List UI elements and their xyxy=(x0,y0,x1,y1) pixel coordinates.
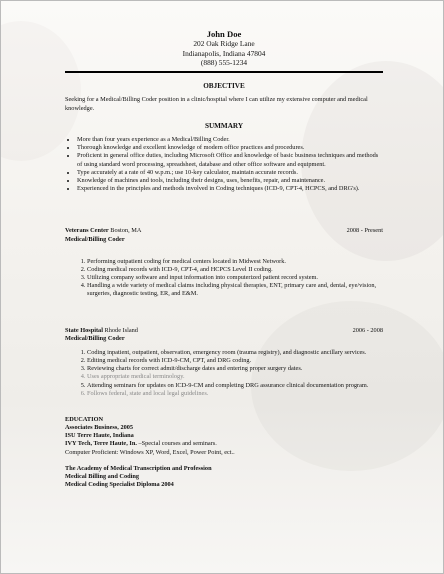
duty-item: 3. Utilizing company software and input information into computerized patient record system. xyxy=(87,274,383,282)
computer-skills: Computer Proficient: Windows XP, Word, Excel, Power Point, ect.. xyxy=(65,448,235,456)
objective-heading: OBJECTIVE xyxy=(203,82,245,91)
job-role: Medical/Billing Coder xyxy=(65,235,125,243)
education-heading: EDUCATION xyxy=(65,415,104,423)
duty-item: 4. Uses appropriate medical terminology. xyxy=(87,373,383,381)
education-school: ISU Terre Haute, Indiana xyxy=(65,432,134,440)
contact-header xyxy=(65,29,383,67)
summary-item: • Experienced in the principles and methods involved in Coding techniques (ICD-9, CPT-4, HCPCS, and DRG's). xyxy=(77,185,383,193)
resume-content xyxy=(65,29,383,489)
summary-item: • Knowledge of machines and tools, including their designs, uses, benefits, repair, and maintenance. xyxy=(77,177,383,185)
duty-item: 3. Reviewing charts for correct admit/discharge dates and entering proper surgery dates. xyxy=(87,365,383,373)
summary-item: • Proficient in general office duties, including Microsoft Office and knowledge of basic business techniques and methods of using standard word processing, spreadsheet, database and other office software and equipment. xyxy=(77,152,383,168)
job-header xyxy=(65,227,383,235)
street-address: 202 Oak Ridge Lane xyxy=(193,39,255,49)
job-entry xyxy=(65,227,383,298)
duty-item: 4. Handling a wide variety of medical claims including physical therapies, ENT, primary care and, dental, eye/vision, surgeries, diagnostic testing, ER, and E&M. xyxy=(87,282,383,298)
education-courses-detail: –Special courses and seminars. xyxy=(136,440,217,448)
job-location: Rhode Island xyxy=(102,326,138,334)
duty-item: 5. Attending seminars for updates on ICD-9-CM and completing DRG assurance clinical documentation program. xyxy=(87,382,383,390)
education-courses xyxy=(65,440,383,448)
job-role: Medical/Billing Coder xyxy=(65,334,125,342)
duty-item: 1. Coding inpatient, outpatient, observation, emergency room (trauma registry), and diagnostic ancillary services. xyxy=(87,349,383,357)
duty-item: 2. Coding medical records with ICD-9, CPT-4, and HCPCS Level II coding. xyxy=(87,266,383,274)
academy-name: The Academy of Medical Transcription and Profession xyxy=(65,464,212,472)
academy-diploma: Medical Coding Specialist Diploma 2004 xyxy=(65,481,174,489)
job-employer: Veterans Center xyxy=(65,227,109,235)
duty-item: 6. Follows federal, state and local legal guidelines. xyxy=(87,390,383,398)
job-employer-line xyxy=(65,227,141,235)
job-duties xyxy=(65,349,383,398)
objective-text: Seeking for a Medical/Billing Coder position in a clinic/hospital where I can utilize my extensive computer and medical knowledge. xyxy=(65,96,368,112)
job-location: Boston, MA xyxy=(108,227,142,235)
job-duties xyxy=(65,258,383,299)
duty-item: 2. Editing medical records with ICD-9-CM, CPT, and DRG coding. xyxy=(87,357,383,365)
academy-block xyxy=(65,465,383,490)
job-dates: 2008 - Present xyxy=(346,227,383,235)
summary-item: • Type accurately at a rate of 40 w.p.m.; use 10-key calculator, maintain accurate records. xyxy=(77,169,383,177)
academy-program: Medical Billing and Coding xyxy=(65,472,140,480)
summary-list xyxy=(65,136,383,193)
summary-item: • Thorough knowledge and excellent knowledge of modern office practices and procedures. xyxy=(77,144,383,152)
job-entry xyxy=(65,327,383,398)
job-header xyxy=(65,327,383,335)
summary-item: • More than four years experience as a Medical/Billing Coder. xyxy=(77,136,383,144)
duty-item: 1. Performing outpatient coding for medical centers located in Midwest Network. xyxy=(87,258,383,266)
job-dates: 2006 - 2008 xyxy=(352,326,383,334)
education-college: IVY Tech, Terre Haute, In. xyxy=(65,440,137,448)
education-degree: Associates Business, 2005 xyxy=(65,424,134,432)
job-employer: State Hospital xyxy=(65,326,103,334)
city-state-zip: Indianapolis, Indiana 47804 xyxy=(182,48,266,58)
education-section xyxy=(65,416,383,489)
phone-number: (888) 555-1234 xyxy=(200,57,248,67)
job-employer-line xyxy=(65,327,138,335)
candidate-name: John Doe xyxy=(206,29,242,39)
summary-heading: SUMMARY xyxy=(204,121,244,130)
header-divider xyxy=(65,71,383,73)
